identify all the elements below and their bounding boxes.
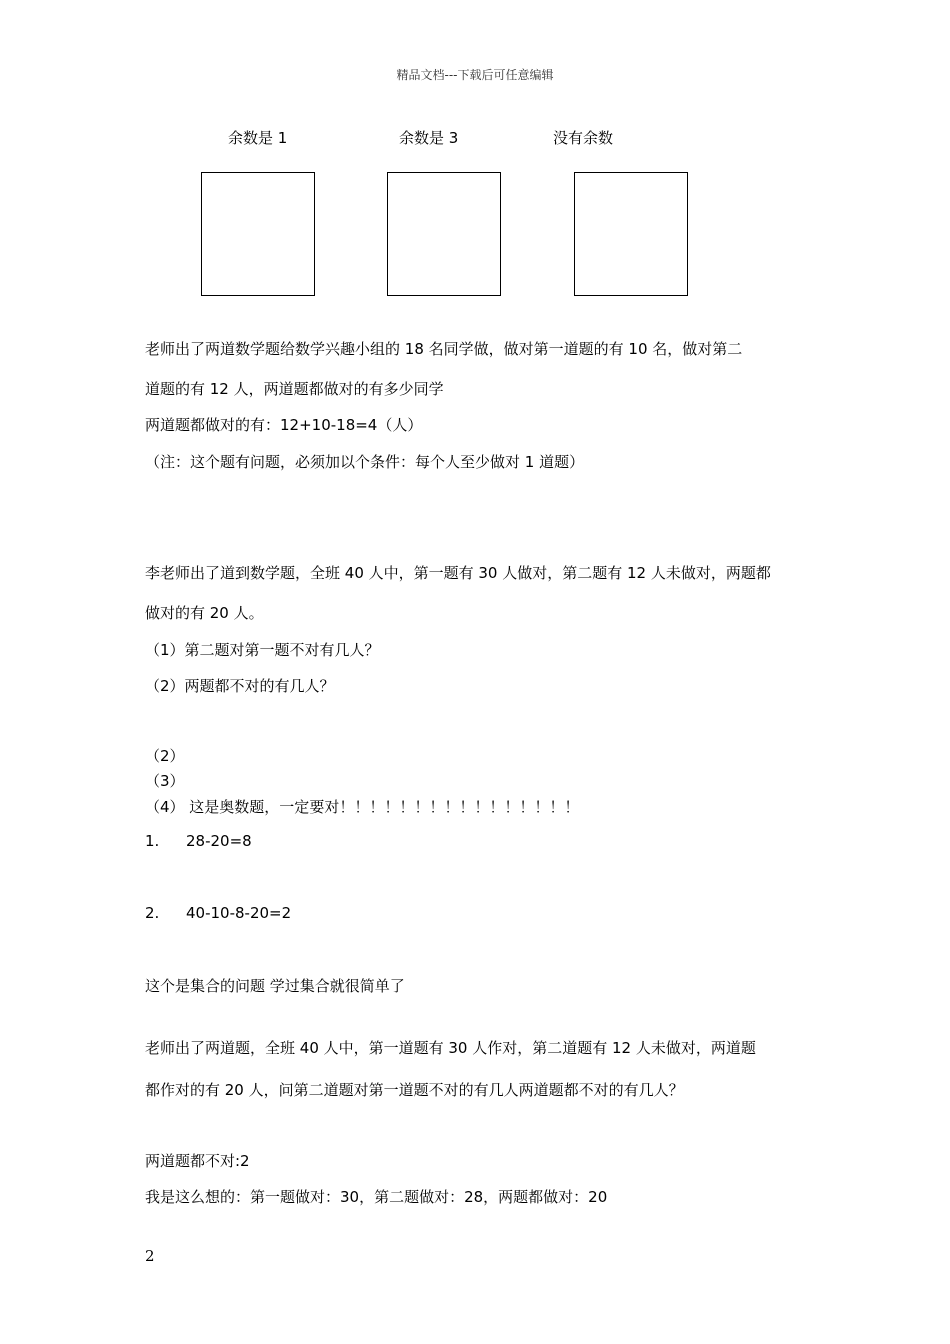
problem1-answer: 两道题都做对的有：12+10-18=4（人） [145,416,423,434]
problem3-reasoning: 我是这么想的：第一题做对：30，第二题做对：28，两题都做对：20 [145,1188,608,1206]
problem2-line2: 做对的有 20 人。 [145,604,264,622]
remainder-1-label: 余数是 1 [228,129,288,147]
problem1-line2: 道题的有 12 人，两道题都做对的有多少同学 [145,380,444,398]
problem3-answer: 两道题都不对:2 [145,1152,250,1170]
problem3-line1: 老师出了两道题，全班 40 人中，第一道题有 30 人作对，第二道题有 12 人未做对，两道题 [145,1039,756,1057]
remainder-3-box [387,172,501,296]
answer-2-formula: 40-10-8-20=2 [186,904,292,922]
reply-item-2: （2） [145,747,185,765]
answer-1-number: 1. [145,832,160,850]
reply-item-4: （4） 这是奥数题，一定要对！！！！！！！！！！！！！！！！ [145,798,580,816]
problem1-note: （注：这个题有问题，必须加以个条件：每个人至少做对 1 道题） [145,453,585,471]
answer-2-number: 2. [145,904,160,922]
problem3-line2: 都作对的有 20 人，问第二道题对第一道题不对的有几人两道题都不对的有几人？ [145,1081,684,1099]
problem1-line1: 老师出了两道数学题给数学兴趣小组的 18 名同学做，做对第一道题的有 10 名，做对第二 [145,340,743,358]
remainder-3-label: 余数是 3 [399,129,459,147]
problem2-question-1: （1）第二题对第一题不对有几人？ [145,641,380,659]
no-remainder-label: 没有余数 [553,129,614,147]
problem2-line1: 李老师出了道到数学题，全班 40 人中，第一题有 30 人做对，第二题有 12 人未做对，两题都 [145,564,771,582]
no-remainder-box [574,172,688,296]
page-number: 2 [145,1247,155,1265]
answer-1-formula: 28-20=8 [186,832,252,850]
set-theory-comment: 这个是集合的问题 学过集合就很简单了 [145,977,405,995]
page-header: 精品文档---下载后可任意编辑 [396,68,554,82]
reply-item-3: （3） [145,772,185,790]
remainder-1-box [201,172,315,296]
problem2-question-2: （2）两题都不对的有几人？ [145,677,335,695]
